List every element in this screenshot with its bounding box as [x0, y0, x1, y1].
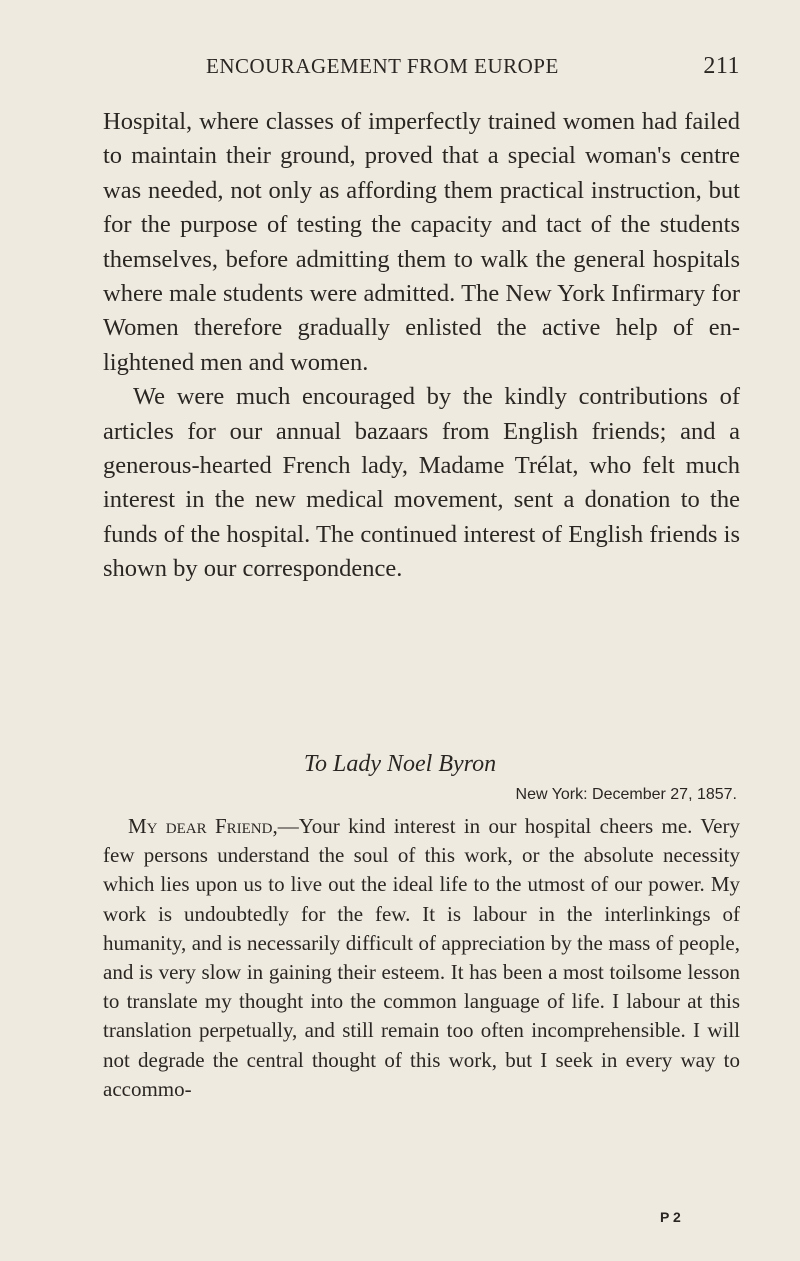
paragraph-2: We were much encouraged by the kindly contributions of articles for our annual bazaars from English friends; and a generous-hearted French lady, Madame Trélat, who felt much interest in the new medical movement, sent a donation to the funds of the hospital. The continued interest of English friends is shown by our correspondence.: [103, 383, 740, 583]
letter-dateline: New York: December 27, 1857.: [515, 786, 737, 803]
page-number: 211: [703, 53, 740, 79]
letter-body: [103, 812, 740, 1104]
letter-text: —Your kind interest in our hospital cheers me. Very few persons understand the soul of this work, or the absolute necessity which lies upon us to live out the ideal life to the utmost of our power. My work is undoubtedly for the few. It is labour in the interlinkings of humanity, and is necessarily difficult of appreciation by the mass of people, and is very slow in gaining their esteem. It has been a most toilsome lesson to translate my thought into the common language of life. I labour at this translation perpetually, and still remain too often incomprehensible. I will not degrade the central thought of this work, but I seek in every way to accommo-: [103, 814, 740, 1101]
letter-paragraph: [103, 812, 740, 1104]
signature-mark: P 2: [660, 1209, 681, 1225]
letter-salutation: My dear Friend,: [128, 814, 278, 838]
paragraph-1: Hospital, where classes of imperfectly trained women had failed to maintain their ground, proved that a special woman's centre was needed, not only as affording them practical instruction, but for the purpose of testing the capacity and tact of the students themselves, before admitting them to walk the general hospitals where male students were admitted. The New York Infirmary for Women therefore gradually enlisted the active help of enlightened men and women.: [103, 108, 740, 376]
letter-heading: To Lady Noel Byron: [303, 751, 497, 777]
running-title: ENCOURAGEMENT FROM EUROPE: [206, 54, 559, 78]
body-text: [103, 105, 740, 587]
